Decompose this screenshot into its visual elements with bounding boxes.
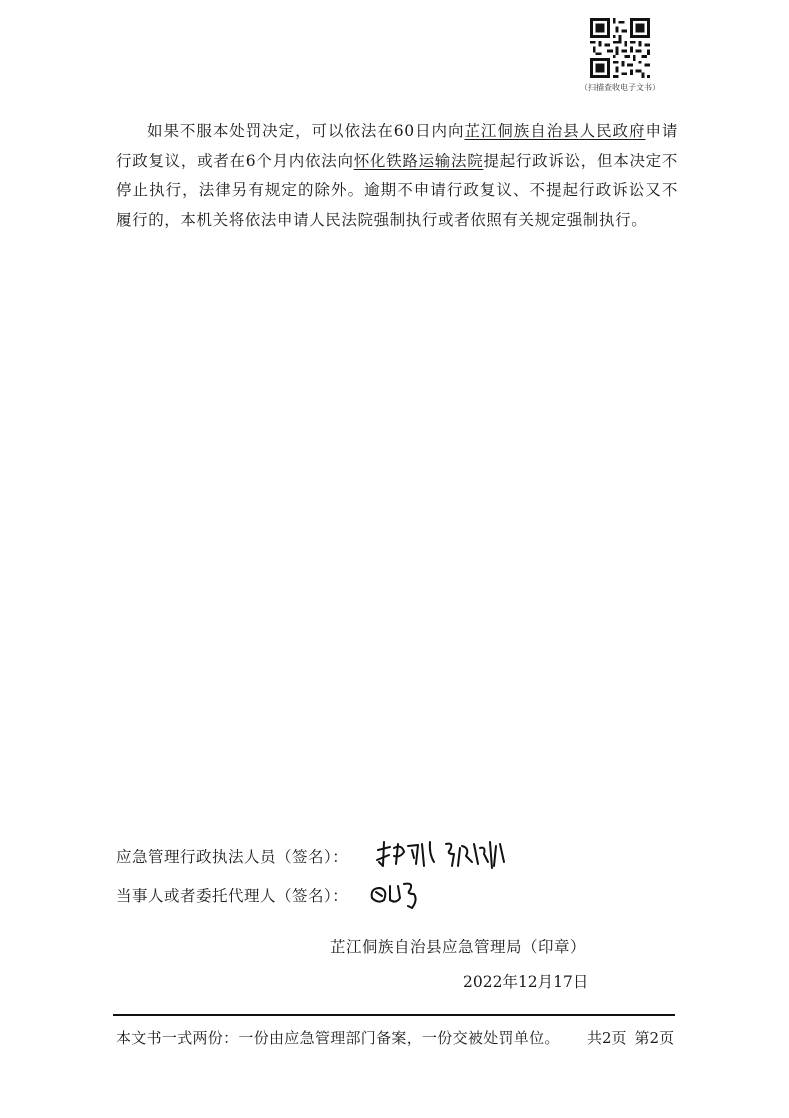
party-signature [368,878,426,912]
party-signature-label: 当事人或者委托代理人（签名）： [116,887,349,905]
government-name: 芷江侗族自治县人民政府 [464,122,646,140]
qr-caption: （扫描查收电子文书） [580,83,660,92]
footer-divider [113,1014,675,1016]
paragraph-text-2: 申请行政复议，或者在6个月内依法向 [116,122,678,170]
current-page: 第2页 [634,1029,675,1047]
footer-note: 本文书一式两份：一份由应急管理部门备案，一份交被处罚单位。 [116,1029,560,1047]
paragraph-text-3: 提起行政诉讼，但本决定不停止执行，法律另有规定的除外。逾期不申请行政复议、不提起行政诉讼又不履行的，本机关将依法申请人民法院强制执行或者依照有关规定强制执行。 [116,151,678,229]
page-indicator [587,1027,682,1048]
issuing-organization: 芷江侗族自治县应急管理局（印章） [330,938,587,956]
court-name: 怀化铁路运输法院 [353,151,484,170]
paragraph-text-1: 如果不服本处罚决定，可以依法在60日内向 [147,122,465,140]
officer-signature-label: 应急管理行政执法人员（签名）： [116,848,349,866]
total-pages: 共2页 [587,1029,627,1047]
issue-date: 2022年12月17日 [463,973,589,991]
qr-code-icon [590,18,650,78]
officer-signature [374,836,514,876]
appeal-paragraph [116,117,678,235]
